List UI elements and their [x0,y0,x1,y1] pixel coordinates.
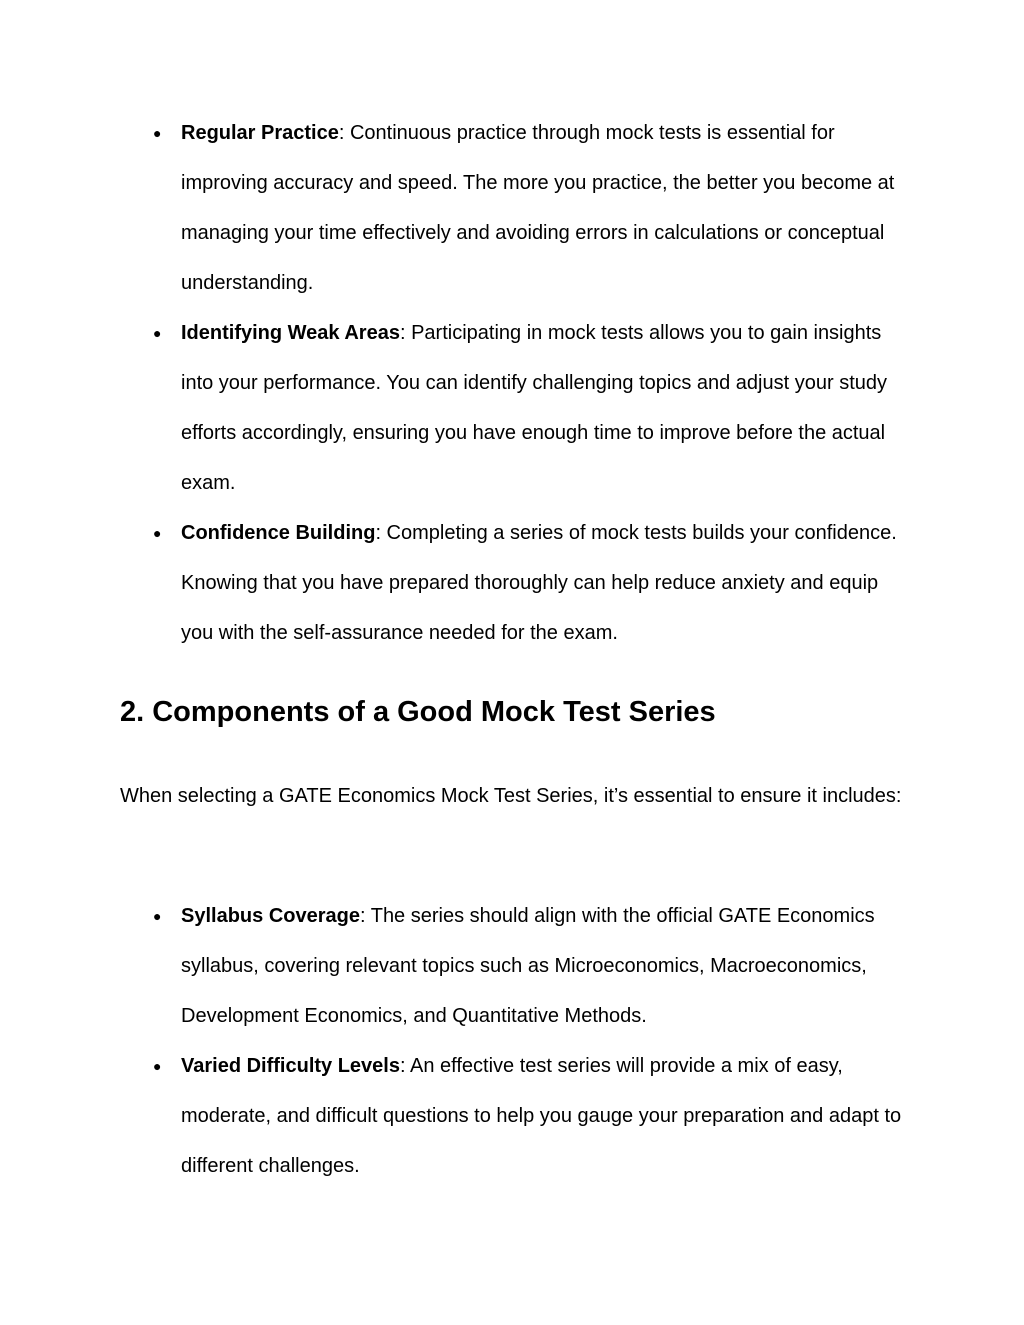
section-heading: 2. Components of a Good Mock Test Series [120,696,716,728]
list-item [0,108,1024,308]
benefits-list [0,108,1024,658]
components-list [0,891,1024,1191]
bullet-icon: ● [153,125,162,141]
list-item-text: : The series should align with the official GATE Economics syllabus, covering relevant topics such as Microeconomics, Macroeconomics, Development Economics, and Quantitative Methods. [181,905,875,1027]
bullet-icon: ● [153,908,162,924]
intro-paragraph: When selecting a GATE Economics Mock Test Series, it’s essential to ensure it includes: [120,785,902,807]
list-item [0,308,1024,508]
list-item [0,508,1024,658]
list-item [0,891,1024,1041]
list-item-text: : Participating in mock tests allows you to gain insights into your performance. You can identify challenging topics and adjust your study efforts accordingly, ensuring you have enough time to improve before the actual exam. [181,322,887,494]
list-item-term: Varied Difficulty Levels [181,1055,400,1077]
list-item [0,1041,1024,1191]
bullet-icon: ● [153,325,162,341]
list-item-term: Confidence Building [181,522,376,544]
list-item-text: : Completing a series of mock tests builds your confidence. Knowing that you have prepared thoroughly can help reduce anxiety and equip you with the self-assurance needed for the exam. [181,522,897,644]
list-item-term: Regular Practice [181,122,339,144]
list-item-term: Identifying Weak Areas [181,322,400,344]
bullet-icon: ● [153,525,162,541]
list-item-term: Syllabus Coverage [181,905,360,927]
list-item-text: : Continuous practice through mock tests is essential for improving accuracy and speed. The more you practice, the better you become at managing your time effectively and avoiding errors in calculations or conceptual understanding. [181,122,895,294]
list-item-text: : An effective test series will provide a mix of easy, moderate, and difficult questions to help you gauge your preparation and adapt to different challenges. [181,1055,902,1177]
bullet-icon: ● [153,1058,162,1074]
